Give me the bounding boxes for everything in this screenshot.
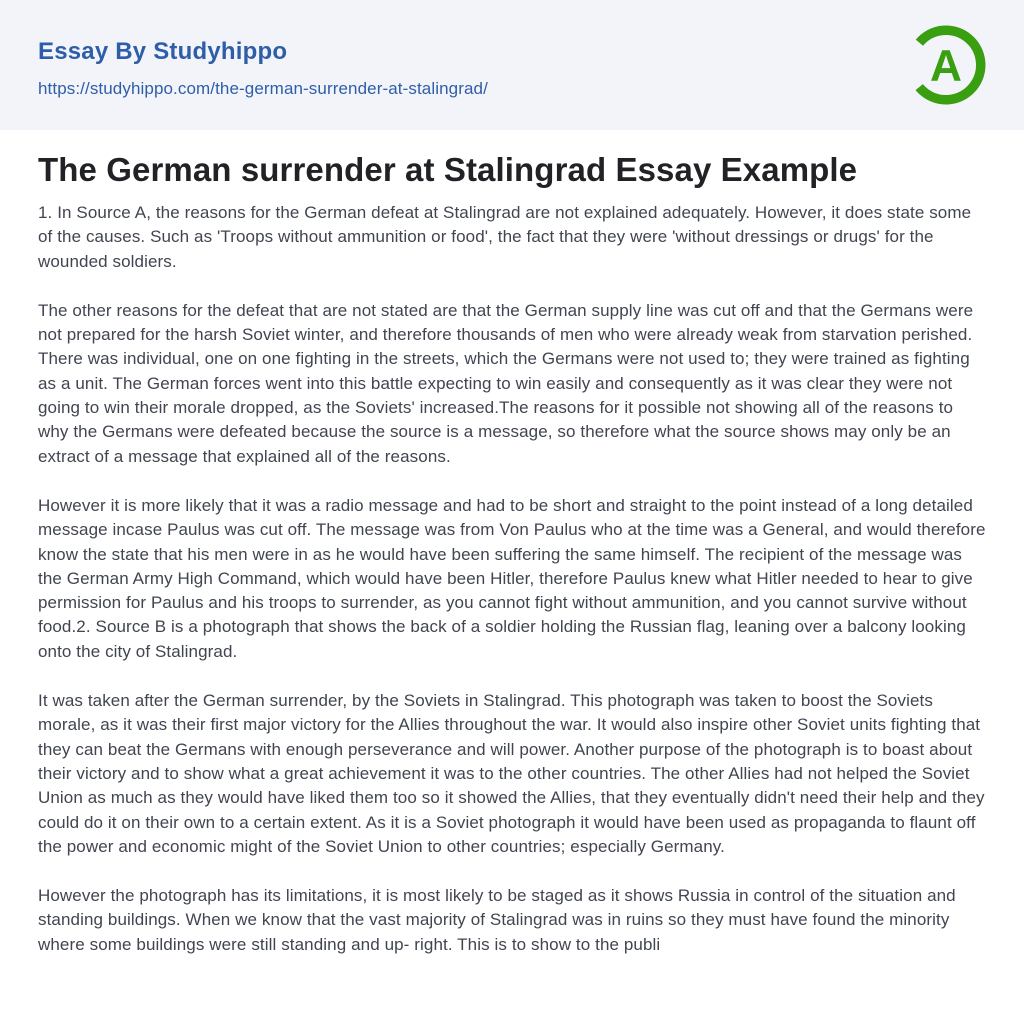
site-header [0, 0, 1024, 130]
logo-letter: A [930, 41, 962, 91]
essay-paragraph-5: However the photograph has its limitations, it is most likely to be staged as it shows Russia in control of the situation and standing buildings. When we know that the vast majority of Stalingrad was in ruins so they must have found the minority where some buildings were still standing and up- right. This is to show to the publi [38, 886, 956, 954]
essay-paragraph-3: However it is more likely that it was a radio message and had to be short and straight to the point instead of a long detailed message incase Paulus was cut off. The message was from Von Paulus who at the time was a General, and would therefore know the state that his men were in as he would have been suffering the same himself. The recipient of the message was the German Army High Command, which would have been Hitler, therefore Paulus knew what Hitler needed to hear to give permission for Paulus and his troops to surrender, as you cannot fight without ammunition, and you cannot survive without food.2. Source B is a photograph that shows the back of a soldier holding the Russian flag, leaning over a balcony looking onto the city of Stalingrad. [38, 495, 986, 661]
studyhippo-logo-icon [906, 25, 986, 105]
essay-article [0, 130, 1024, 957]
essay-paragraph-4: It was taken after the German surrender, by the Soviets in Stalingrad. This photograph was taken to boost the Soviets morale, as it was their first major victory for the Allies throughout the war. It would also inspire other Soviet units fighting that they can beat the Germans with enough perseverance and will power. Another purpose of the photograph is to boast about their victory and to show what a great achievement it was to the other countries. The other Allies had not helped the Soviet Union as much as they would have liked them too so it showed the Allies, that they eventually didn't need their help and they could do it on their own to a certain extent. As it is a Soviet photograph it would have been used as propaganda to flaunt off the power and economic might of the Soviet Union to other countries; especially Germany. [38, 691, 985, 856]
page-title: The German surrender at Stalingrad Essay Example [38, 151, 858, 188]
essay-paragraph-2: The other reasons for the defeat that are not stated are that the German supply line was cut off and that the Germans were not prepared for the harsh Soviet winter, and therefore thousands of men who were already weak from starvation perished. There was individual, one on one fighting in the streets, which the Germans were not used to; they were trained as fighting as a unit. The German forces went into this battle expecting to win easily and consequently as it was clear they were not going to win their morale dropped, as the Soviets' increased.The reasons for it possible not showing all of the reasons to why the Germans were defeated because the source is a message, so therefore what the source shows may only be an extract of a message that explained all of the reasons. [38, 300, 974, 466]
essay-paragraph-1: 1. In Source A, the reasons for the German defeat at Stalingrad are not explained adequately. However, it does state some of the causes. Such as 'Troops without ammunition or food', the fact that they were 'without dressings or drugs' for the wounded soldiers. [38, 203, 972, 271]
site-title: Essay By Studyhippo [38, 37, 288, 65]
header-text-block [38, 32, 488, 99]
article-url-link[interactable]: https://studyhippo.com/the-german-surrender-at-stalingrad/ [38, 78, 488, 98]
